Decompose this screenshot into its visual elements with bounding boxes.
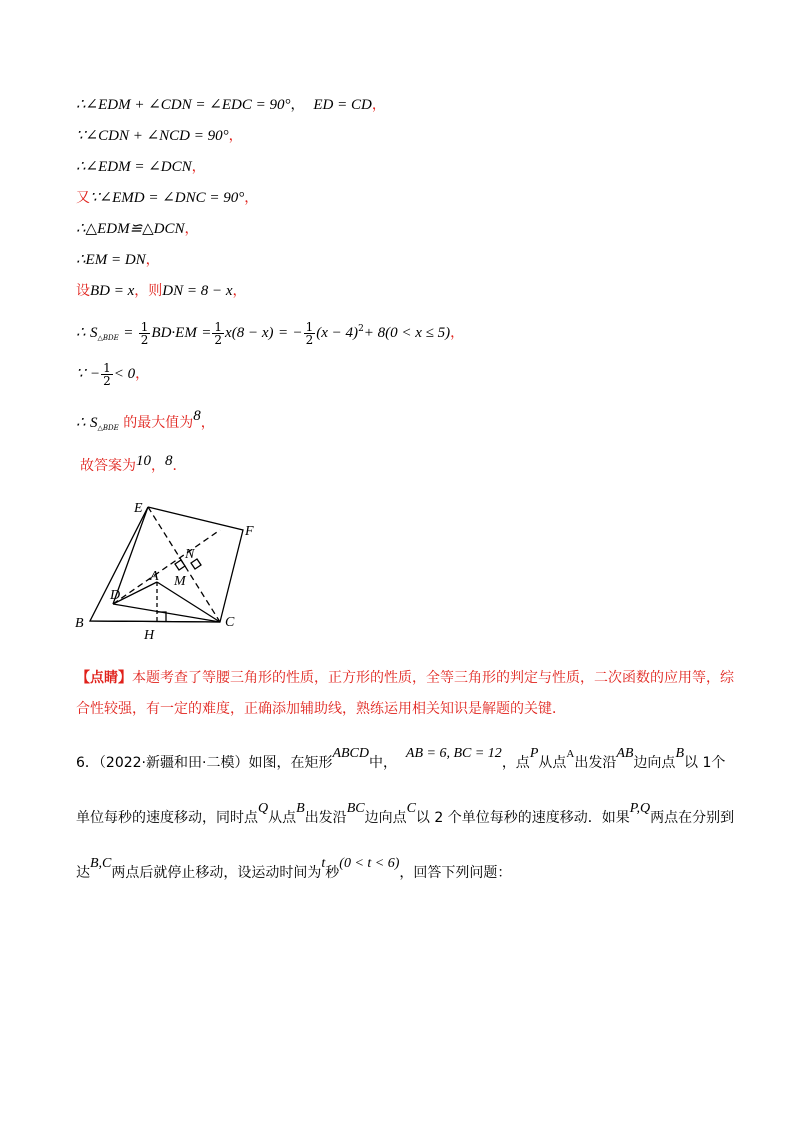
label-d: D xyxy=(110,588,121,603)
set-text: 设 xyxy=(76,283,90,299)
math-range: (0 < t < 6) xyxy=(339,856,400,871)
denominator: 2 xyxy=(103,373,111,388)
max-value: 8 xyxy=(193,408,201,424)
punct: ， xyxy=(371,97,386,113)
label-h: H xyxy=(144,628,155,643)
math-p: P xyxy=(529,746,539,761)
math-expr: ED = CD xyxy=(313,97,372,113)
comment-block xyxy=(76,663,736,725)
comment-text: 本题考查了等腰三角形的性质，正方形的性质，全等三角形的判定与性质，二次函数的应用等，综合性较强，有一定的难度，正确添加辅助线，熟练运用相关知识是解题的关键． xyxy=(76,670,734,717)
minus-sign: − xyxy=(90,366,101,382)
punct: ， xyxy=(450,325,465,341)
right-angle-m xyxy=(175,560,185,570)
problem-text: 以 2 个单位每秒的速度移动．如果 xyxy=(415,810,630,826)
math-t: t xyxy=(321,856,326,871)
solution-line-10 xyxy=(76,408,215,438)
fraction-half xyxy=(139,321,151,346)
label-f: F xyxy=(245,524,254,539)
numerator: 1 xyxy=(140,319,149,334)
label-b: B xyxy=(75,616,84,631)
problem-text: 出发沿 xyxy=(574,755,617,771)
equals: = xyxy=(277,325,289,341)
label-e: E xyxy=(134,501,143,516)
problem-text: ，点 xyxy=(501,755,530,771)
punct: ， xyxy=(244,190,259,206)
segment-bc xyxy=(90,621,220,622)
math-pq: P,Q xyxy=(629,801,651,816)
math-bc-points: B,C xyxy=(90,856,112,871)
math-expr: ∴EM = DN xyxy=(76,252,146,268)
segment-ed xyxy=(113,507,148,604)
problem-source: （2022·新疆和田·二模） xyxy=(98,755,249,771)
problem-text: 从点 xyxy=(538,755,567,771)
segment-da xyxy=(113,582,157,604)
problem-number: 6． xyxy=(76,755,99,771)
area-subscript: △BDE xyxy=(97,424,119,432)
problem-text: 两点 xyxy=(650,810,679,826)
punct: ． xyxy=(172,458,187,474)
math-expr: < 0 xyxy=(113,366,136,382)
problem-text: 边向点 xyxy=(364,810,407,826)
label-a: A xyxy=(150,569,159,584)
math-ab: AB xyxy=(616,746,634,761)
math-b: B xyxy=(675,746,684,761)
math-expr: BD = x xyxy=(90,283,135,299)
problem-text: 中， xyxy=(369,755,398,771)
numerator: 1 xyxy=(305,319,314,334)
punct: ， xyxy=(184,221,199,237)
fraction-half xyxy=(304,321,316,346)
exponent: 2 xyxy=(358,324,364,334)
punct: ， xyxy=(232,283,247,299)
problem-6 xyxy=(76,736,736,901)
denominator: 2 xyxy=(305,332,314,347)
equals: = xyxy=(201,325,212,341)
math-a: A xyxy=(566,748,575,760)
math-expr: (x − 4) xyxy=(316,325,359,341)
fraction-half xyxy=(212,321,224,346)
answer-label: 故答案为 xyxy=(80,458,136,474)
segment-ec-dashed xyxy=(148,507,220,622)
therefore-symbol: ∴ xyxy=(76,415,86,431)
segment-dn-dashed xyxy=(113,530,220,604)
right-angle-h xyxy=(157,612,166,621)
solution-line-2 xyxy=(76,126,243,146)
problem-text: 如图，在矩形 xyxy=(248,755,333,771)
math-bc: BC xyxy=(346,801,365,816)
math-rect: ABCD xyxy=(332,746,370,761)
punct: ， xyxy=(200,415,215,431)
solution-line-7 xyxy=(76,281,247,301)
solution-line-9 xyxy=(76,360,149,388)
math-b: B xyxy=(296,801,305,816)
punct: ， xyxy=(290,97,305,113)
punct: ， xyxy=(135,366,150,382)
math-expr: x(8 − x) xyxy=(225,325,274,341)
solution-line-3 xyxy=(76,157,206,177)
label-c: C xyxy=(225,615,235,630)
numerator: 1 xyxy=(214,319,223,334)
right-angle-n xyxy=(191,559,201,569)
solution-line-8 xyxy=(76,315,464,352)
prefix-text: 又 xyxy=(76,190,90,206)
fraction-half xyxy=(101,362,113,387)
therefore-symbol: ∴ xyxy=(76,325,86,341)
problem-text: ，回答下列问题： xyxy=(399,865,512,881)
math-q: Q xyxy=(258,801,269,816)
solution-line-4 xyxy=(76,188,258,208)
math-expr: ∴∠EDM = ∠DCN xyxy=(76,159,192,175)
math-expr: ∵∠EMD = ∠DNC = 90° xyxy=(90,190,245,206)
answer-value-1: 10 xyxy=(136,453,151,469)
math-c: C xyxy=(406,801,416,816)
math-expr: DN = 8 − x xyxy=(162,283,233,299)
because-symbol: ∵ xyxy=(76,366,86,382)
math-expr: ∴△EDM≌△DCN xyxy=(76,221,185,237)
label-n: N xyxy=(185,547,195,562)
math-expr: ∵∠CDN + ∠NCD = 90° xyxy=(76,128,229,144)
max-value-text: 的最大值为 xyxy=(123,415,194,431)
math-expr: ∴∠EDM + ∠CDN = ∠EDC = 90° xyxy=(76,97,291,113)
problem-text: 在分别到达 xyxy=(76,810,735,881)
denominator: 2 xyxy=(140,332,149,347)
comment-tag: 【点睛】 xyxy=(76,670,132,686)
segment-dc xyxy=(113,604,220,622)
math-expr: + 8(0 < x ≤ 5) xyxy=(363,325,451,341)
problem-text: 个单位每秒的速度移动，同时点 xyxy=(76,755,726,826)
area-symbol: S xyxy=(90,415,98,431)
area-subscript: △BDE xyxy=(97,334,119,342)
math-cond: AB = 6, BC = 12 xyxy=(405,746,502,761)
problem-text: 秒 xyxy=(325,865,340,881)
punct: ， xyxy=(151,458,165,474)
answer-line xyxy=(80,453,187,476)
minus-sign: − xyxy=(292,325,303,341)
solution-line-5 xyxy=(76,219,199,239)
problem-text: 边向点 xyxy=(633,755,676,771)
denominator: 2 xyxy=(214,332,223,347)
equals: = xyxy=(123,325,134,341)
segment-ac xyxy=(157,582,220,622)
problem-text: 出发沿 xyxy=(304,810,347,826)
label-m: M xyxy=(174,574,186,589)
numerator: 1 xyxy=(103,360,111,375)
problem-text: 从点 xyxy=(268,810,297,826)
solution-line-6 xyxy=(76,250,160,270)
area-symbol: S xyxy=(90,325,98,341)
punct: ， xyxy=(228,128,243,144)
answer-value-2: 8 xyxy=(165,453,173,469)
math-expr: BD·EM xyxy=(151,325,197,341)
square-outline xyxy=(90,507,243,622)
then-text: ，则 xyxy=(134,283,163,299)
solution-line-1 xyxy=(76,95,386,115)
punct: ， xyxy=(191,159,206,175)
problem-text: 两点后就停止移动，设运动时间为 xyxy=(111,865,322,881)
punct: ， xyxy=(145,252,160,268)
problem-text: 以 1 xyxy=(684,755,712,771)
